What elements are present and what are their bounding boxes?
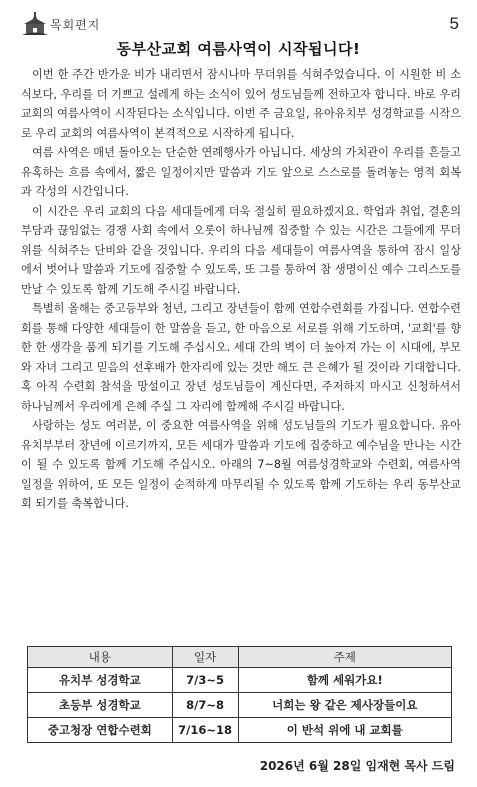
signature: 2026년 6월 28일 임재현 목사 드림 (259, 759, 455, 773)
table-row (28, 693, 452, 718)
table-cell: 8/7~8 (172, 693, 238, 718)
paragraph: 이번 한 주간 반가운 비가 내리면서 잠시나마 무더위를 식혀주었습니다. 이 시원한 비 소식보다, 우리를 더 기쁘고 설레게 하는 소식이 있어 성도님들께 전하고자 합니다. 바로 우리 교회의 여름사역이 시작된다는 소식입니다. 이번 주 금요일, 유아유치부 성경학교를 시작으로 우리 교회의 여름사역이 본격적으로 시작하게 됩니다. (21, 68, 461, 140)
letter-body (21, 65, 461, 514)
column-name: 목회편지 (50, 18, 101, 32)
table-row (28, 668, 452, 693)
page-header (0, 0, 477, 40)
column-header-content: 내용 (28, 647, 173, 668)
schedule-table (27, 646, 452, 743)
table-cell: 초등부 성경학교 (28, 693, 173, 718)
paragraph: 특별히 올해는 중고등부와 청년, 그리고 장년들이 함께 연합수련회를 가집니다. 연합수련회를 통해 다양한 세대들이 한 말씀을 듣고, 한 마음으로 서로를 위해 기도하며, '교회'를 향한 한 생각을 품게 되기를 기도해 주십시오. 세대 간의 벽이 더 높아져 가는 이 시대에, 부모와 자녀 그리고 믿음의 선후배가 한자리에 있는 것만 해도 큰 은혜가 될 것이라 기대합니다. 혹 아직 수련회 참석을 망설이고 장년 성도님들이 계신다면, 주저하지 마시고 신청하셔서 하나님께서 우리에게 은혜 주실 그 자리에 함께해 주시길 바랍니다. (21, 302, 461, 413)
table-row (28, 718, 452, 743)
paragraph: 사랑하는 성도 여러분, 이 중요한 여름사역을 위해 성도님들의 기도가 필요합니다. 유아유치부부터 장년에 이르기까지, 모든 세대가 말씀과 기도에 집중하고 예수님을 만나는 시간이 될 수 있도록 함께 기도해 주십시오. 아래의 7~8월 여름성경학교와 수련회, 여름사역 일정을 위하여, 또 모든 일정이 순적하게 마무리될 수 있도록 함께 기도하는 우리 동부산교회 되기를 축복합니다. (21, 419, 461, 510)
table-cell: 이 반석 위에 내 교회를 (238, 718, 451, 743)
paragraph: 이 시간은 우리 교회의 다음 세대들에게 더욱 절실히 필요하겠지요. 학업과 취업, 결혼의 부담과 끊임없는 경쟁 사회 속에서 오롯이 하나님께 집중할 수 있는 시간은 그들에게 무더위를 식혀주는 단비와 같을 것입니다. 우리의 다음 세대들이 여름사역을 통하여 잠시 일상에서 벗어나 말씀과 기도에 집중할 수 있도록, 또 그를 통하여 참 생명이신 예수 그리스도를 만날 수 있도록 함께 기도해 주시길 바랍니다. (21, 204, 461, 296)
paragraph: 여름 사역은 매년 돌아오는 단순한 연례행사가 아닙니다. 세상의 가치관이 우리를 흔들고 유혹하는 흐름 속에서, 짧은 일정이지만 말씀과 기도 앞으로 스스로를 돌려놓는 영적 회복과 각성의 시간입니다. (21, 146, 461, 198)
table-cell: 7/3~5 (172, 668, 238, 693)
page-number: 5 (449, 14, 459, 33)
table-cell: 유치부 성경학교 (28, 668, 173, 693)
table-cell: 너희는 왕 같은 제사장들이요 (238, 693, 451, 718)
table-cell: 7/16~18 (172, 718, 238, 743)
column-header-theme: 주제 (238, 647, 451, 668)
page-title: 동부산교회 여름사역이 시작됩니다! (116, 40, 361, 58)
table-cell: 중고청장 연합수련회 (28, 718, 173, 743)
table-header-row (28, 647, 452, 668)
church-logo-icon (22, 12, 48, 36)
column-header-date: 일자 (172, 647, 238, 668)
table-cell: 함께 세워가요! (238, 668, 451, 693)
